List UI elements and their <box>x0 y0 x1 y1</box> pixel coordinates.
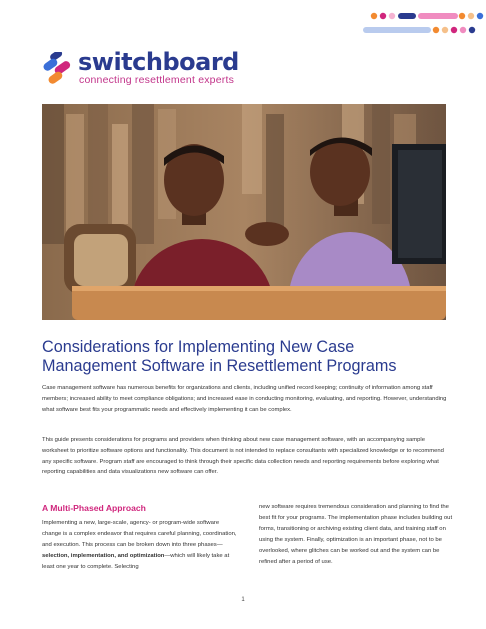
page-title: Considerations for Implementing New Case Management Software in Resettlement Programs <box>42 338 397 375</box>
brand-name: switchboard <box>78 48 239 76</box>
phases-bold: selection, implementation, and optimization <box>42 552 165 559</box>
intro-paragraph-1: Case management software has numerous benefits for organizations and clients, including unified record keeping; continuity of information among staff members; increased ability to meet compliance obligations; and increased ease in conducting monitoring, evaluating, and reporting. However, understanding what software best fits your programmatic needs and effectively implementing it can be complex. <box>42 385 447 413</box>
switchboard-logo <box>42 48 242 88</box>
page-number: 1 <box>241 597 245 603</box>
two-men-at-computer-image <box>42 104 446 320</box>
column-right-text: new software requires tremendous consideration and planning to find the best fit for your programs. The implementation phase includes building out forms, transitioning or archiving existing client data, and training staff on using the system. Finally, optimization is an important phase, not to be overlooked, where glitches can be worked out and the system can be refined after a period of use. <box>259 504 453 565</box>
column-left-text: Implementing a new, large-scale, agency- or program-wide software change is a complex endeavor that requires careful planning, coordination, and execution. This process can be broken down into three phases—selection, implementation, and optimization—which will likely take at least one year to complete. Selecting <box>42 520 237 570</box>
brand-tagline: connecting resettlement experts <box>79 74 235 86</box>
intro-paragraph-2: This guide presents considerations for programs and providers when thinking about new case management software, with an accompanying sample worksheet to prioritize software options and functionality. This document is not intended to replace consultants with specialized knowledge or to recommend any specific software. Program staff are encouraged to think through their specific data collection needs and reporting requirements before exploring what reporting capabilities and data visualizations new software can offer. <box>42 437 444 476</box>
dot-row-top <box>371 13 483 19</box>
dot-row-bottom <box>363 27 475 33</box>
section-heading: A Multi-Phased Approach <box>42 503 146 513</box>
decorative-dots <box>0 0 486 40</box>
logo-mark-icon <box>42 52 74 86</box>
